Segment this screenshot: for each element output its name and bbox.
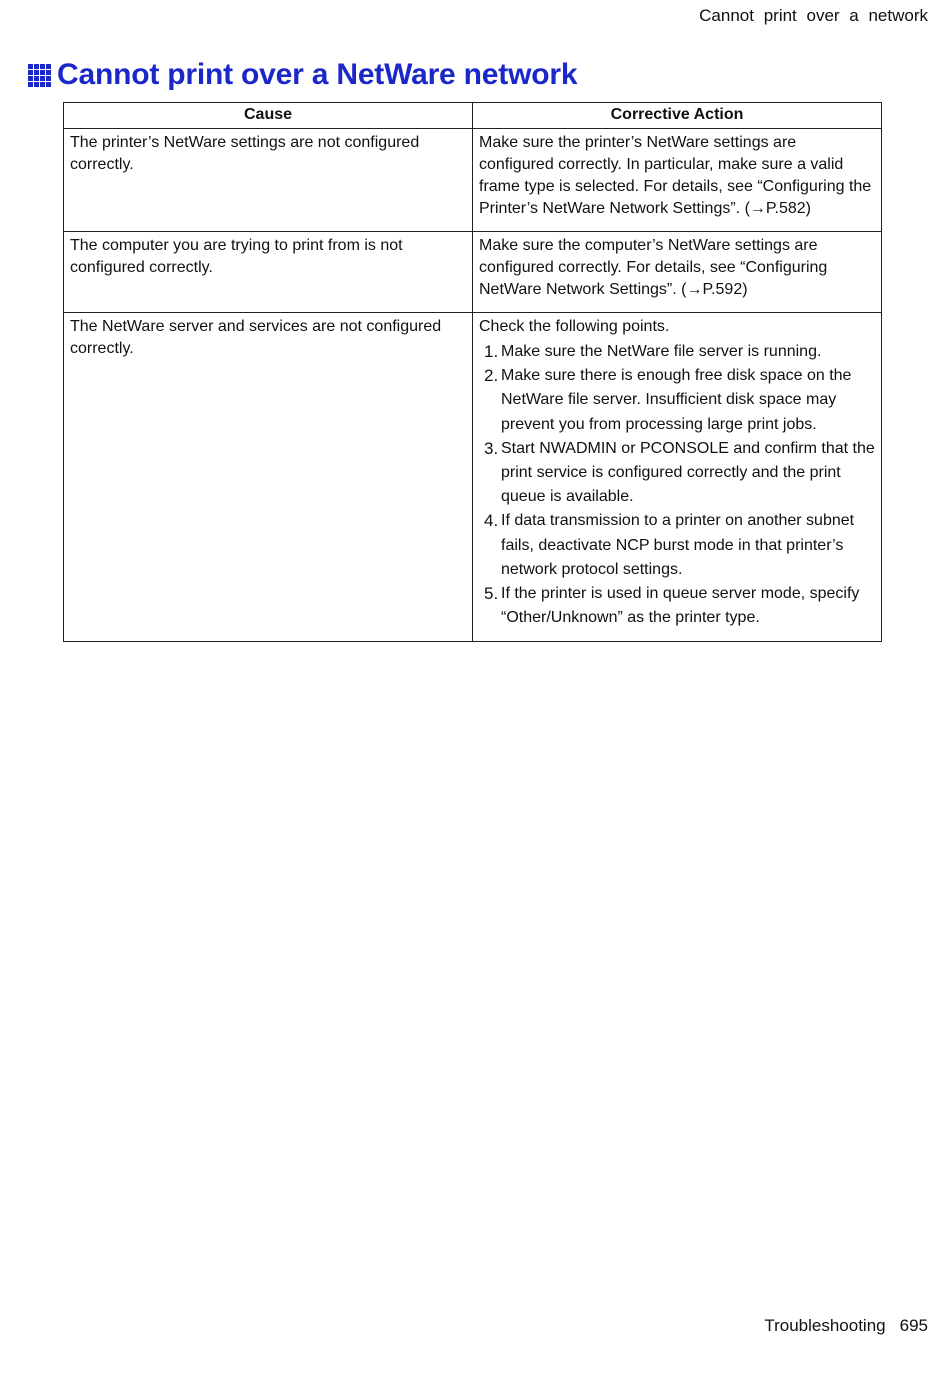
step-number: 4.: [484, 511, 499, 531]
title-row: [28, 58, 577, 92]
page-number: 695: [899, 1316, 928, 1335]
grid-icon: [28, 64, 51, 87]
step-text: If data transmission to a printer on another subnet fails, deactivate NCP burst mode in that printer’s network protocol settings.: [501, 512, 855, 578]
running-header: Cannot print over a network: [699, 6, 928, 25]
step-text: Start NWADMIN or PCONSOLE and confirm that the print service is configured correctly and the print queue is available.: [501, 439, 875, 506]
action-cell: Make sure the computer’s NetWare settings are configured correctly. For details, see “Configuring NetWare Network Settings”. (→P.592): [473, 232, 882, 313]
cause-cell: The printer’s NetWare settings are not configured correctly.: [64, 129, 473, 232]
step-text: Make sure there is enough free disk space on the NetWare file server. Insufficient disk space may prevent you from processing large print jobs.: [501, 367, 852, 433]
step-number: 1.: [484, 342, 499, 361]
footer-section: Troubleshooting: [764, 1316, 886, 1335]
column-header-cause: Cause: [64, 103, 473, 129]
action-intro: Check the following points.: [479, 318, 670, 335]
cause-cell: The NetWare server and services are not configured correctly.: [64, 313, 473, 642]
action-cell: [473, 313, 882, 642]
steps-list: [479, 340, 875, 630]
list-item: [479, 509, 875, 582]
list-item: [479, 437, 875, 510]
list-item: [479, 582, 875, 630]
list-item: [479, 364, 875, 437]
step-number: 3.: [484, 438, 499, 458]
cause-cell: The computer you are trying to print from is not configured correctly.: [64, 232, 473, 313]
step-text: Make sure the NetWare file server is running.: [501, 343, 822, 360]
table-header-row: [64, 103, 882, 129]
table-row: [64, 232, 882, 313]
list-item: [479, 340, 875, 364]
column-header-corrective-action: Corrective Action: [473, 103, 882, 129]
page-title: Cannot print over a NetWare network: [57, 58, 578, 91]
troubleshooting-table: [63, 102, 882, 642]
table-row: [64, 129, 882, 232]
table-row: [64, 313, 882, 642]
step-text: If the printer is used in queue server mode, specify “Other/Unknown” as the printer type.: [501, 585, 860, 627]
step-number: 5.: [484, 584, 499, 604]
step-number: 2.: [484, 366, 499, 386]
action-cell: Make sure the printer’s NetWare settings are configured correctly. In particular, make sure a valid frame type is selected. For details, see “Configuring the Printer’s NetWare Network Settings”. (→P.582): [473, 129, 882, 232]
running-footer: [764, 1316, 928, 1336]
